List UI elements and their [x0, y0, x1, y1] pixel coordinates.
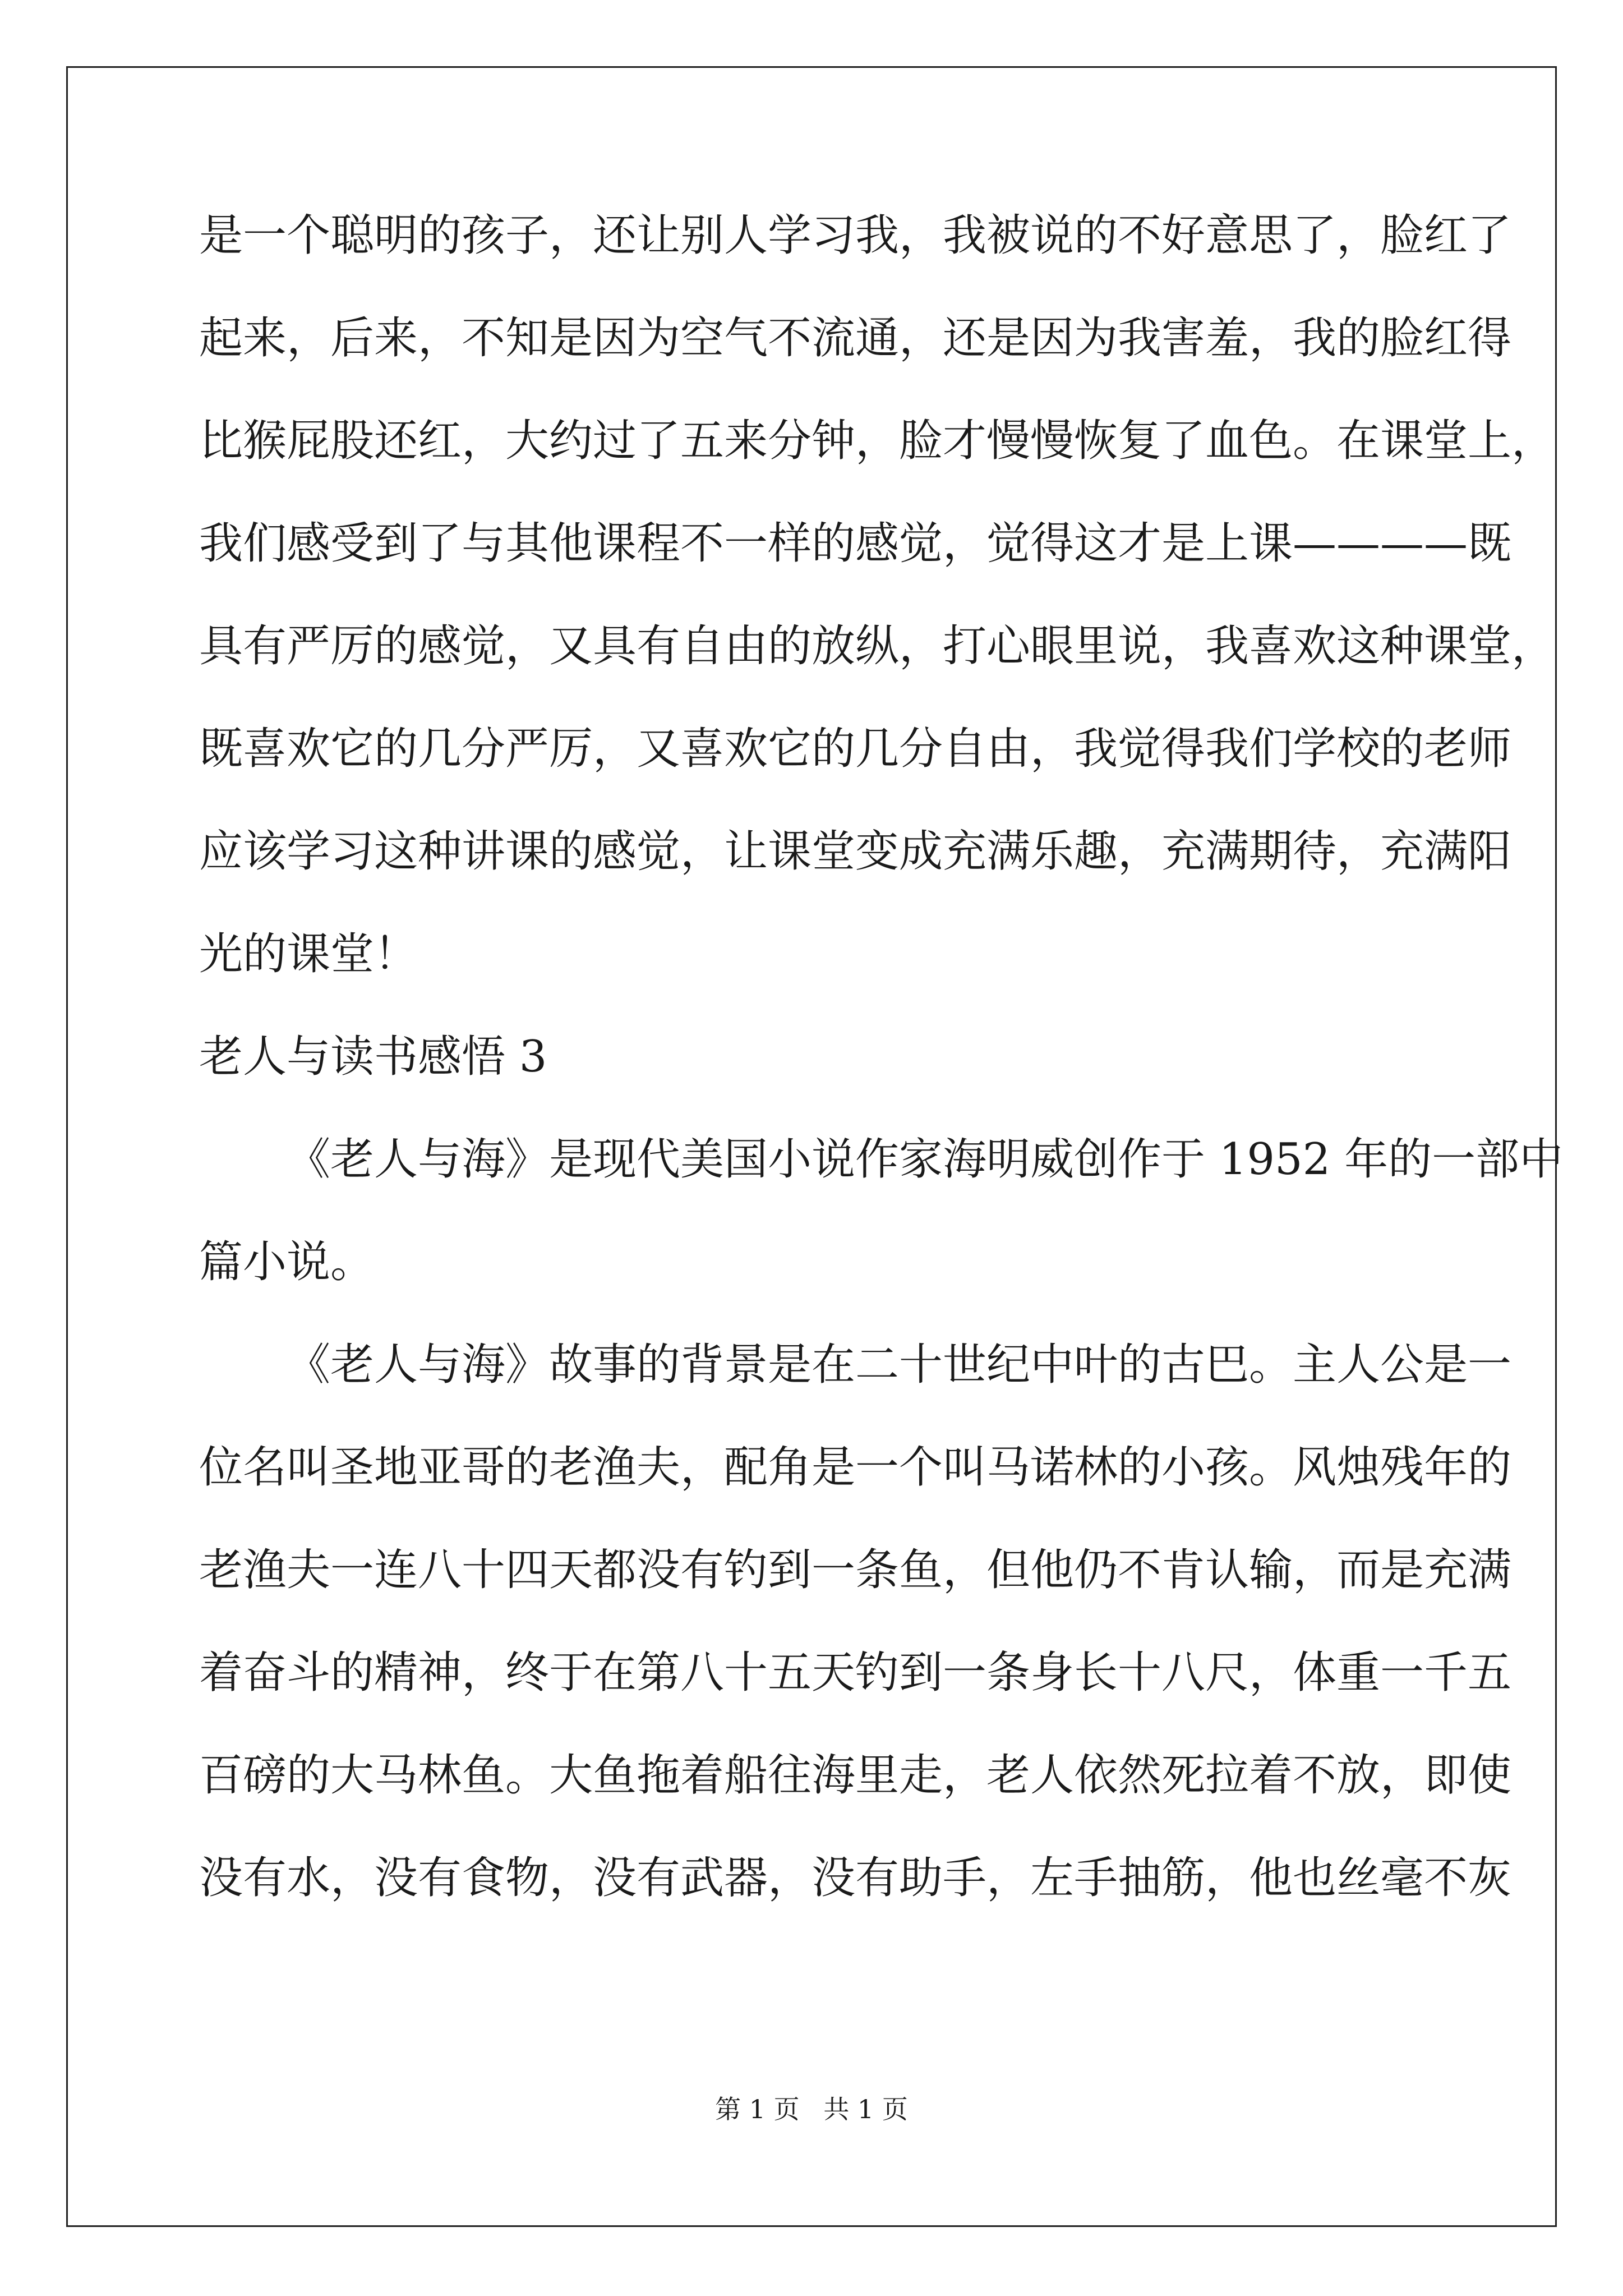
text-line: 比猴屁股还红，大约过了五来分钟，脸才慢慢恢复了血色。在课堂上，: [199, 416, 1556, 466]
text-line: 《老人与海》是现代美国小说作家海明威创作于 1952 年的一部中: [287, 1134, 1564, 1185]
document-body: [199, 209, 1564, 1954]
text-line: 位名叫圣地亚哥的老渔夫，配角是一个叫马诺林的小孩。风烛残年的: [199, 1442, 1512, 1493]
text-line: 既喜欢它的几分严厉，又喜欢它的几分自由，我觉得我们学校的老师: [199, 724, 1512, 774]
page-number-current: 第 1 页: [715, 2094, 800, 2124]
text-line: 《老人与海》故事的背景是在二十世纪中叶的古巴。主人公是一: [287, 1340, 1512, 1390]
text-line: 是一个聪明的孩子，还让别人学习我，我被说的不好意思了，脸红了: [199, 210, 1512, 261]
text-line: 我们感受到了与其他课程不一样的感觉，觉得这才是上课————既: [199, 518, 1512, 569]
page-footer: [0, 2092, 1623, 2126]
text-line: 老渔夫一连八十四天都没有钓到一条鱼，但他仍不肯认输，而是充满: [199, 1545, 1512, 1595]
section-heading: 老人与读书感悟 3: [199, 1032, 547, 1082]
text-line: 具有严厉的感觉，又具有自由的放纵，打心眼里说，我喜欢这种课堂，: [199, 621, 1556, 671]
text-line: 起来，后来，不知是因为空气不流通，还是因为我害羞，我的脸红得: [199, 313, 1512, 364]
text-line: 篇小说。: [199, 1237, 375, 1287]
text-line: 光的课堂！: [199, 929, 418, 979]
text-line: 没有水，没有食物，没有武器，没有助手，左手抽筋，他也丝毫不灰: [199, 1853, 1512, 1903]
page-number-total: 共 1 页: [823, 2094, 908, 2124]
text-line: 百磅的大马林鱼。大鱼拖着船往海里走，老人依然死拉着不放，即使: [199, 1750, 1512, 1801]
text-line: 应该学习这种讲课的感觉，让课堂变成充满乐趣，充满期待，充满阳: [199, 826, 1512, 877]
text-line: 着奋斗的精神，终于在第八十五天钓到一条身长十八尺，体重一千五: [199, 1648, 1512, 1698]
